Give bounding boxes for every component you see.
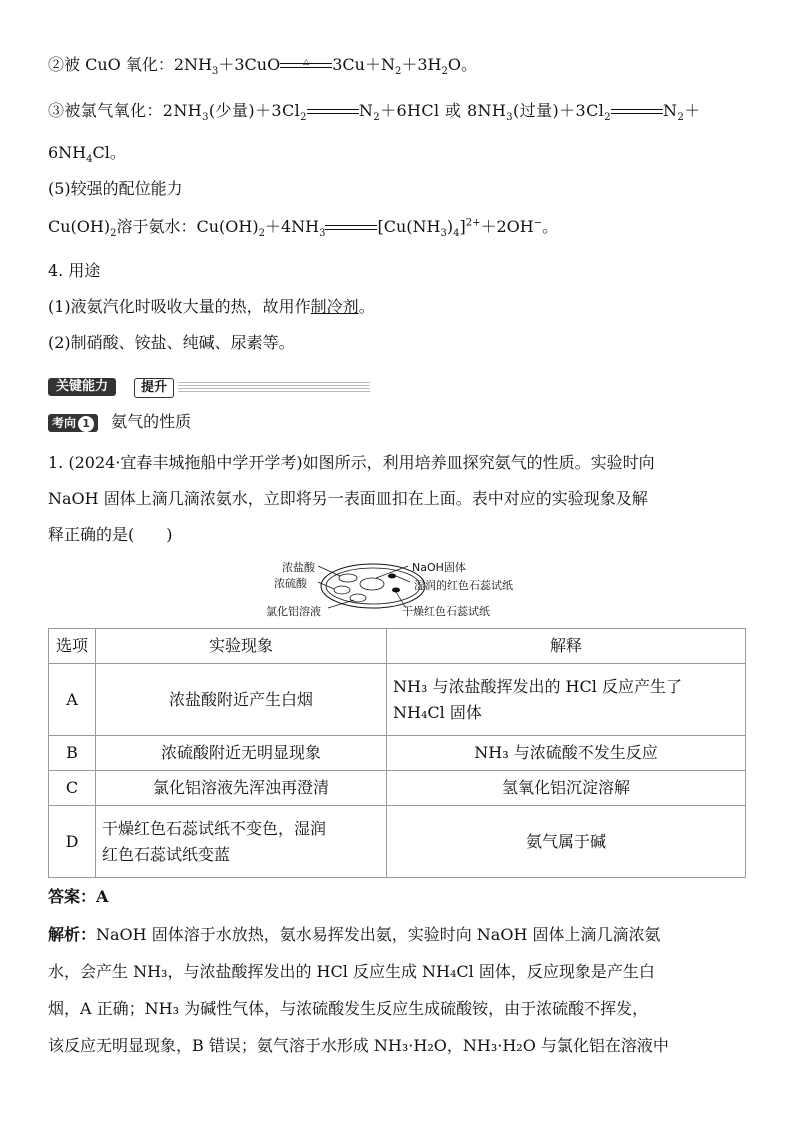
- kaoxiang-heading: [48, 412, 191, 432]
- subscript: 3: [202, 112, 209, 124]
- superscript: −: [533, 217, 543, 229]
- petri-dish-figure: [266, 556, 536, 620]
- subscript: 2: [604, 112, 612, 124]
- table-row: [49, 736, 746, 771]
- text: ③被氯气氧化：2NH: [48, 101, 203, 120]
- banner-stripe: [178, 382, 370, 392]
- kaoxiang-title: 氨气的性质: [111, 412, 192, 431]
- subscript: 4: [86, 154, 93, 166]
- text: ＋3H: [401, 55, 442, 74]
- question-line-2: NaOH 固体上滴几滴浓氨水，立即将另一表面皿扣在上面。表中对应的实验现象及解: [48, 489, 648, 508]
- analysis-line: 水，会产生 NH₃，与浓盐酸挥发出的 HCl 反应生成 NH₄Cl 固体，反应现象是产生白: [48, 962, 655, 981]
- label-dry-paper: 干燥红色石蕊试纸: [402, 605, 490, 618]
- reaction-line-cuo: [48, 54, 477, 76]
- subscript: 2: [441, 66, 448, 78]
- subscript: 2: [110, 228, 117, 240]
- explanation-line: NH₃ 与浓盐酸挥发出的 HCl 反应产生了: [393, 676, 682, 696]
- text: ＋6HCl 或 8NH: [380, 101, 507, 120]
- subscript: 2: [258, 228, 265, 240]
- heading-coordination: (5)较强的配位能力: [48, 179, 183, 198]
- analysis-line: 烟，A 正确；NH₃ 为碱性气体，与浓硫酸发生反应生成硫酸铵，由于浓硫酸不挥发，: [48, 999, 649, 1018]
- reaction-line-cont: [48, 142, 126, 164]
- cell-phenomenon: 氯化铝溶液先浑浊再澄清: [96, 771, 387, 806]
- table-row: [49, 771, 746, 806]
- cell-option: C: [49, 771, 96, 806]
- answer-line: [48, 886, 108, 908]
- label-h2so4: 浓硫酸: [274, 577, 307, 590]
- text: Cl。: [92, 143, 126, 162]
- question-line-3: 释正确的是( ): [48, 525, 173, 544]
- analysis-paragraph: [48, 918, 746, 1062]
- text: ②被 CuO 氧化：2NH: [48, 55, 212, 74]
- subscript: 2: [394, 66, 402, 78]
- cell-explanation: [387, 664, 746, 736]
- text: 溶于氨水：Cu(OH): [116, 217, 259, 236]
- kaoxiang-tag: [48, 414, 98, 432]
- text: (1)液氨汽化时吸收大量的热，故用作: [48, 297, 311, 316]
- text: 3Cu＋N: [332, 55, 395, 74]
- cell-explanation: 氨气属于碱: [387, 806, 746, 878]
- subscript: 3: [211, 66, 219, 78]
- text: 。: [542, 217, 559, 236]
- text: ＋3CuO: [218, 55, 281, 74]
- superscript: 2+: [465, 217, 481, 229]
- subscript: 3: [440, 228, 447, 240]
- cell-option: A: [49, 664, 96, 736]
- label-naoh: NaOH固体: [412, 561, 466, 574]
- subscript: 4: [453, 228, 460, 240]
- phenomenon-line: 红色石蕊试纸变蓝: [102, 844, 231, 864]
- banner-right-label: 提升: [134, 378, 174, 398]
- explanation-line: NH₄Cl 固体: [393, 702, 482, 722]
- text: [Cu(NH: [377, 217, 441, 236]
- section-banner: [48, 376, 370, 398]
- text: ＋4NH: [264, 217, 320, 236]
- reaction-line-chlorine: [48, 100, 701, 122]
- text: Cu(OH): [48, 217, 111, 236]
- table-row: [49, 806, 746, 878]
- header-option: 选项: [49, 629, 96, 664]
- text: O。: [447, 55, 477, 74]
- options-table: [48, 628, 746, 878]
- cell-phenomenon: 浓硫酸附近无明显现象: [96, 736, 387, 771]
- label-hcl: 浓盐酸: [282, 561, 315, 574]
- equals-sign: [307, 107, 359, 117]
- text: ]: [459, 217, 466, 236]
- subscript: 2: [373, 112, 381, 124]
- subscript: 2: [677, 112, 685, 124]
- analysis-line: 该反应无明显现象，B 错误；氨气溶于水形成 NH₃·H₂O，NH₃·H₂O 与氯化铝在溶液中: [48, 1036, 669, 1055]
- subscript: 3: [319, 228, 326, 240]
- answer-value: A: [96, 887, 109, 906]
- label-wet-paper: 湿润的红色石蕊试纸: [414, 579, 513, 592]
- cell-phenomenon: [96, 806, 387, 878]
- label-alcl3: 氯化铝溶液: [266, 605, 321, 618]
- analysis-label: 解析：: [48, 925, 97, 944]
- heading-uses: 4. 用途: [48, 261, 101, 280]
- kaoxiang-number: 1: [78, 416, 94, 432]
- text: (少量)＋3Cl: [208, 101, 301, 120]
- table-header-row: [49, 629, 746, 664]
- use-line-1: [48, 296, 375, 318]
- cell-phenomenon: 浓盐酸附近产生白烟: [96, 664, 387, 736]
- text: ): [446, 217, 454, 236]
- question-line-1: 1. (2024·宜春丰城拖船中学开学考)如图所示，利用培养皿探究氨气的性质。实验时向: [48, 453, 655, 472]
- header-phenomenon: 实验现象: [96, 629, 387, 664]
- cell-explanation: 氢氧化铝沉淀溶解: [387, 771, 746, 806]
- equals-sign: [325, 223, 377, 233]
- text: ＋: [684, 101, 701, 120]
- cell-explanation: NH₃ 与浓硫酸不发生反应: [387, 736, 746, 771]
- text: 。: [358, 297, 375, 316]
- text: ＋2OH: [480, 217, 534, 236]
- subscript: 2: [300, 112, 307, 124]
- equals-sign: [280, 56, 332, 71]
- cell-option: D: [49, 806, 96, 878]
- table-row: [49, 664, 746, 736]
- text: (过量)＋3Cl: [513, 101, 605, 120]
- cell-option: B: [49, 736, 96, 771]
- analysis-line: [48, 918, 746, 951]
- text: 6NH: [48, 143, 87, 162]
- header-explanation: 解释: [387, 629, 746, 664]
- text: N: [663, 101, 678, 120]
- use-line-2: (2)制硝酸、铵盐、纯碱、尿素等。: [48, 333, 295, 352]
- text: N: [358, 101, 374, 120]
- reaction-line-cuoh2: [48, 216, 558, 238]
- underlined-answer: 制冷剂: [310, 297, 359, 316]
- subscript: 3: [506, 112, 514, 124]
- phenomenon-line: 干燥红色石蕊试纸不变色，湿润: [102, 818, 327, 838]
- banner-left-label: 关键能力: [48, 378, 116, 396]
- equals-sign: [611, 107, 663, 117]
- answer-label: 答案：: [48, 887, 97, 906]
- analysis-text: NaOH 固体溶于水放热，氨水易挥发出氨，实验时向 NaOH 固体上滴几滴浓氨: [96, 925, 661, 944]
- heat-symbol: △: [303, 56, 310, 66]
- kaoxiang-tag-text: 考向: [52, 416, 77, 430]
